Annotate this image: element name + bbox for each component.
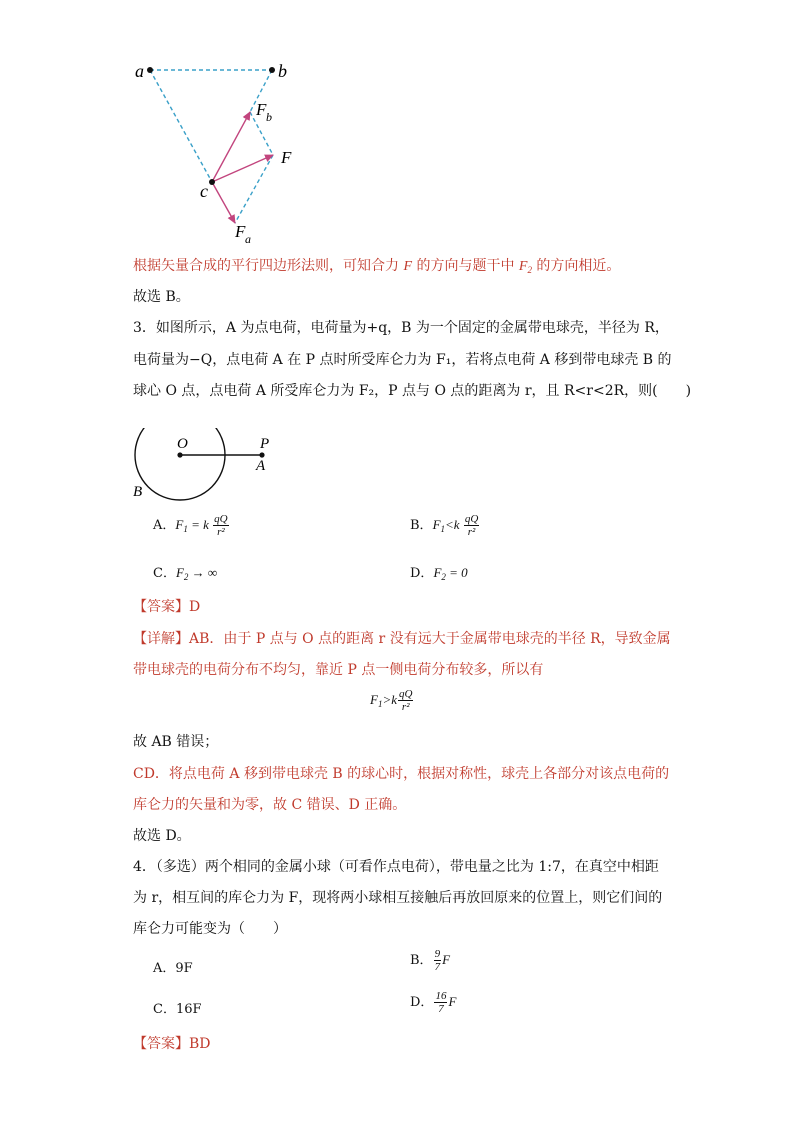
q3-detail-formula: $F_1>k$ $\frac{qQ}{\text{r²}}$ (370, 688, 413, 713)
point-b (269, 67, 275, 73)
dashed-faf (235, 155, 273, 223)
conclusion-line: 根据矢量合成的平行四边形法则，可知合力 F 的方向与题干中 $F_2$ 的方向相近。 (133, 258, 621, 275)
q3-detail-line2: 带电球壳的电荷分布不均匀，靠近 P 点一侧电荷分布较多，所以有 (133, 662, 544, 678)
q3-line1: 3．如图所示，A 为点电荷，电荷量为+q，B 为一个固定的金属带电球壳，半径为 R， (133, 320, 669, 336)
q3-option-a[interactable]: A．$F_1 = k$ $\frac{qQ}{\text{r²}}$ (153, 513, 228, 538)
point-p (259, 452, 264, 457)
arrow-fa (212, 182, 235, 223)
label-shell-b: B (133, 484, 143, 500)
choice-line: 故选 B。 (133, 289, 190, 305)
q3-option-b[interactable]: B．$F_1<k$ $\frac{qQ}{\text{r²}}$ (410, 513, 479, 538)
q4-option-c[interactable]: C．16F (153, 1002, 202, 1017)
label-p: P (260, 436, 270, 452)
q4-option-d[interactable]: D． $\frac{16}{7}$ F (410, 990, 457, 1015)
fraction: $\frac{16}{7}$ (435, 990, 447, 1015)
label-fb-sub: b (266, 110, 272, 124)
q3-line3: 球心 O 点，点电荷 A 所受库仑力为 F₂，P 点与 O 点的距离为 r，且 R<r<2R，则( ) (133, 383, 692, 399)
fraction: $\frac{qQ}{\text{r²}}$ (464, 513, 479, 538)
label-fa-sub: a (245, 232, 251, 246)
center-o (177, 452, 182, 457)
label-f: F (281, 148, 292, 167)
q4-line1: 4．（多选）两个相同的金属小球（可看作点电荷），带电量之比为 1:7，在真空中相距 (133, 859, 659, 875)
q4-answer: 【答案】BD (133, 1036, 211, 1052)
q4-option-b[interactable]: B． $\frac{9}{7}$ F (410, 948, 451, 973)
label-a-charge: A (256, 458, 266, 474)
label-c: c (200, 181, 208, 201)
q3-option-d[interactable]: D．$F_2 = 0$ (410, 565, 468, 582)
vector-diagram (125, 55, 315, 250)
fraction: $\frac{qQ}{\text{r²}}$ (214, 513, 228, 538)
arrow-fb (212, 112, 250, 182)
q3-option-c[interactable]: C．$F_2$ → ∞ (153, 565, 218, 582)
q3-detail-line5: 库仑力的矢量和为零，故 C 错误、D 正确。 (133, 797, 407, 813)
label-fb: F (256, 100, 267, 119)
arrow-f (212, 155, 273, 182)
q4-line2: 为 r，相互间的库仑力为 F，现将两小球相互接触后再放回原来的位置上，则它们间的 (133, 890, 663, 906)
q3-detail-line3: 故 AB 错误； (133, 734, 219, 750)
point-c (209, 179, 215, 185)
q3-detail-line1: 【详解】AB．由于 P 点与 O 点的距离 r 没有远大于金属带电球壳的半径 R，导致金属 (133, 631, 671, 647)
sphere-diagram (125, 428, 285, 508)
point-a (147, 67, 153, 73)
fraction: $\frac{qQ}{\text{r²}}$ (399, 688, 413, 713)
label-o: O (177, 436, 188, 452)
q4-line3: 库仑力可能变为（ ） (133, 921, 287, 937)
label-fa: F (235, 222, 246, 241)
dashed-ac (150, 70, 212, 182)
label-b: b (278, 61, 287, 81)
q3-line2: 电荷量为−Q，点电荷 A 在 P 点时所受库仑力为 F₁，若将点电荷 A 移到带电球壳 B 的 (133, 352, 672, 368)
q3-detail-line6: 故选 D。 (133, 828, 191, 844)
label-a: a (135, 61, 144, 81)
fraction: $\frac{9}{7}$ (434, 948, 441, 973)
q4-option-a[interactable]: A．9F (153, 961, 193, 976)
q3-detail-line4: CD．将点电荷 A 移到带电球壳 B 的球心时，根据对称性，球壳上各部分对该点电荷的 (133, 766, 670, 782)
q3-answer: 【答案】D (133, 599, 201, 615)
